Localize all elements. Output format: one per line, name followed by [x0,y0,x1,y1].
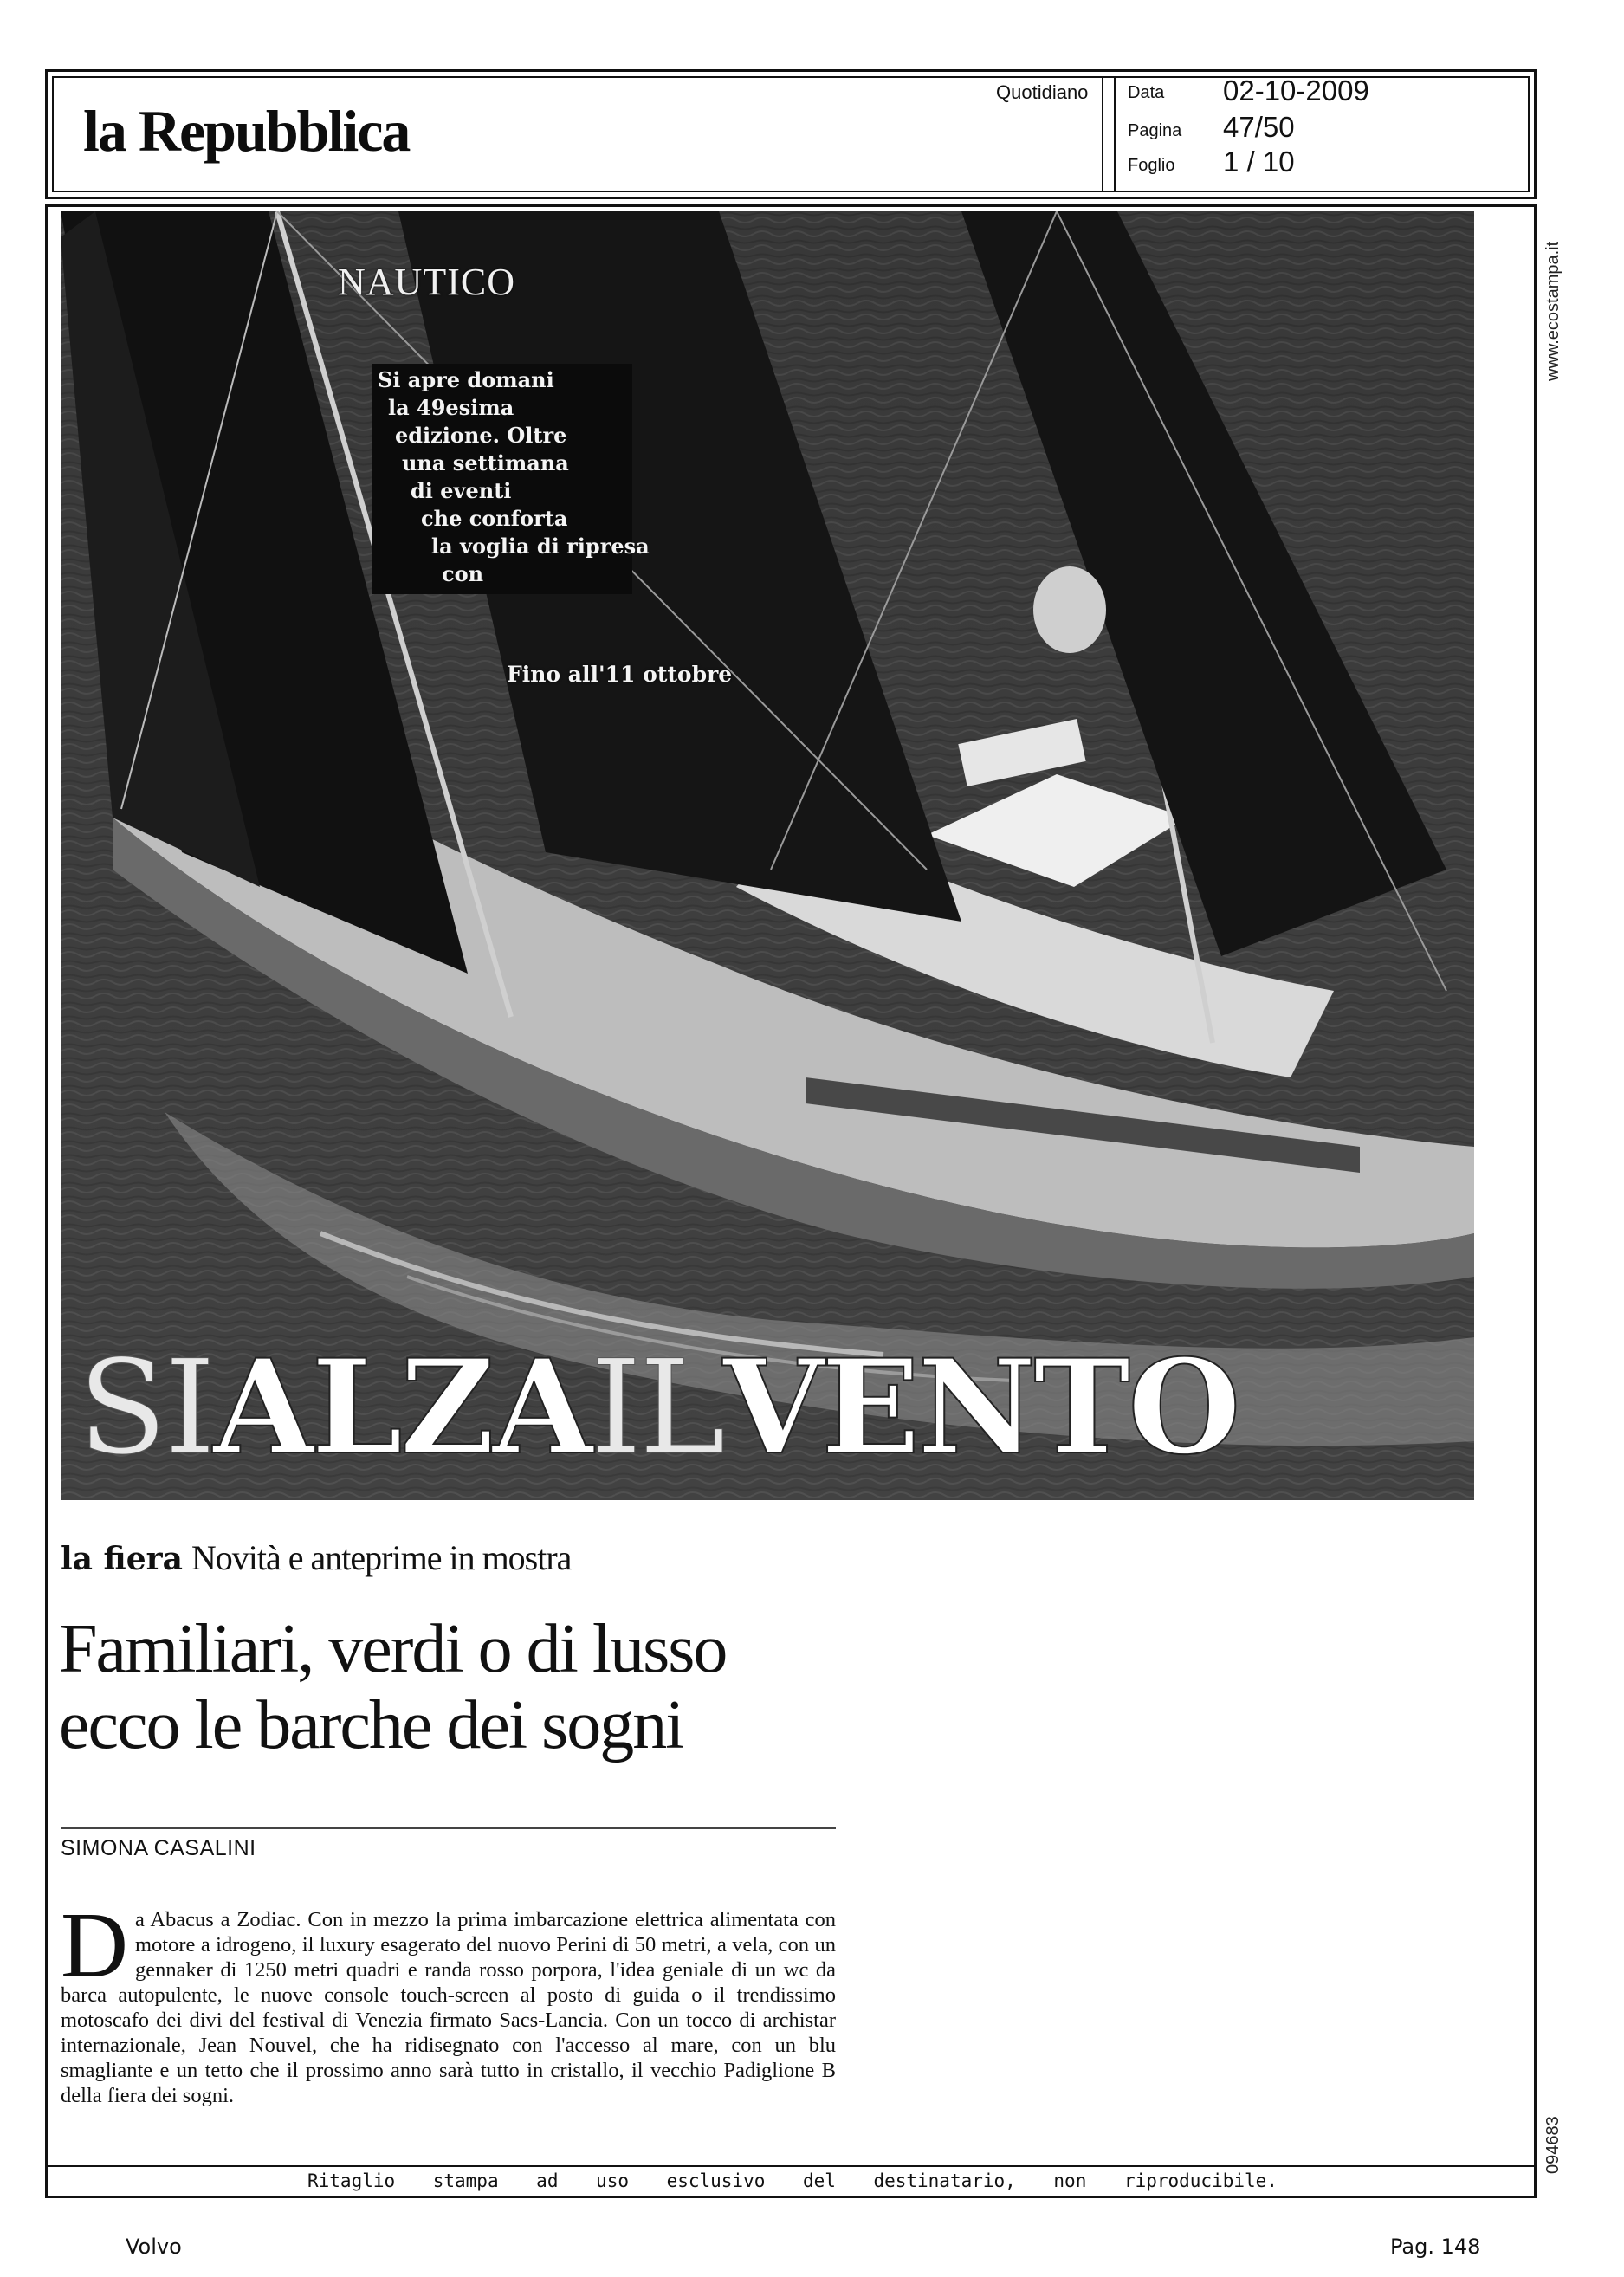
side-code-text: 094683 [1543,2116,1563,2174]
side-code [1540,2105,1566,2183]
standfirst-line: la voglia di ripresa [431,534,650,559]
disclaimer-word: destinatario, [873,2170,1016,2191]
headline-part-si: SI [78,1333,214,1484]
meta-value-page: 47/50 [1223,111,1295,143]
feature-headline [78,1331,1239,1484]
headline-part-il: IL [590,1333,723,1484]
article-body-text: a Abacus a Zodiac. Con in mezzo la prima imbarcazione elettrica alimentata con motore a idrogeno, il luxury esagerato del nuovo Perini di 50 metri, a vela, con un gennaker di 1250 metri quadri e randa rosso porpora, l'idea geniale di un wc da barca autopulente, le nuove console touch-screen al posto di guida o il trendissimo motoscafo dei divi del festival di Venezia firmato Sacs-Lancia. Con un tocco di archistar internazionale, Jean Nouvel, che ha ridisegnato con l'accesso al mare, con un blu smagliante e un tetto che il prossimo anno sarà tutto in cristallo, il vecchio Padiglione B della fiera dei sogni. [61,1908,836,2107]
standfirst-line: di eventi [411,478,512,503]
article-author: SIMONA CASALINI [61,1836,256,1860]
standfirst-line: Si apre domani [378,367,554,392]
disclaimer-word: riproducibile. [1123,2170,1278,2191]
meta-label-sheet: Foglio [1128,156,1175,175]
disclaimer-word: esclusivo [666,2170,766,2191]
meta-value-date: 02-10-2009 [1223,74,1369,107]
disclaimer-word: ad [536,2170,559,2191]
article-title [59,1611,856,1763]
exhibition-dates: Fino all'11 ottobre [507,662,733,687]
kicker-section: la fiera [61,1541,183,1577]
side-url [1540,217,1566,390]
radar-dome [1033,566,1106,653]
meta-value-sheet: 1 / 10 [1223,146,1295,178]
disclaimer-word: del [802,2170,836,2191]
standfirst-line: con [442,561,484,586]
disclaimer-word: Ritaglio [307,2170,396,2191]
disclaimer-word: stampa [432,2170,499,2191]
article-title-line: Familiari, verdi o di lusso [59,1611,727,1687]
client-name: Volvo [126,2235,182,2259]
section-label: NAUTICO [338,261,515,303]
standfirst-line: edizione. Oltre [395,423,567,448]
author-rule [61,1827,836,1829]
kicker-text: Novità e anteprime in mostra [191,1538,572,1577]
standfirst-box [372,364,650,594]
disclaimer-word: non [1053,2170,1087,2191]
standfirst-line: una settimana [402,450,569,475]
article-kicker [61,1537,571,1578]
standfirst-line: la 49esima [388,395,514,420]
standfirst-line: che conforta [421,506,568,531]
meta-label-date: Data [1128,83,1165,102]
side-url-text: www.ecostampa.it [1543,241,1563,381]
drop-cap: D [61,1894,128,1997]
publication-type: Quotidiano [996,81,1089,103]
sailing-yacht-photo [61,211,1474,1500]
meta-label-page: Pagina [1128,121,1182,140]
article-body [61,1894,836,2108]
masthead-logo: la Repubblica [83,98,410,164]
headline-part-vento: VENTO [722,1331,1239,1484]
header-divider [1102,76,1116,192]
headline-part-alza: ALZA [213,1331,591,1484]
article-title-line: ecco le barche dei sogni [59,1687,683,1763]
copyright-disclaimer [307,2170,1278,2191]
page-number: Pag. 148 [1390,2235,1481,2259]
footer-rule [45,2165,1537,2167]
disclaimer-word: uso [596,2170,629,2191]
yacht-illustration [61,211,1474,1500]
